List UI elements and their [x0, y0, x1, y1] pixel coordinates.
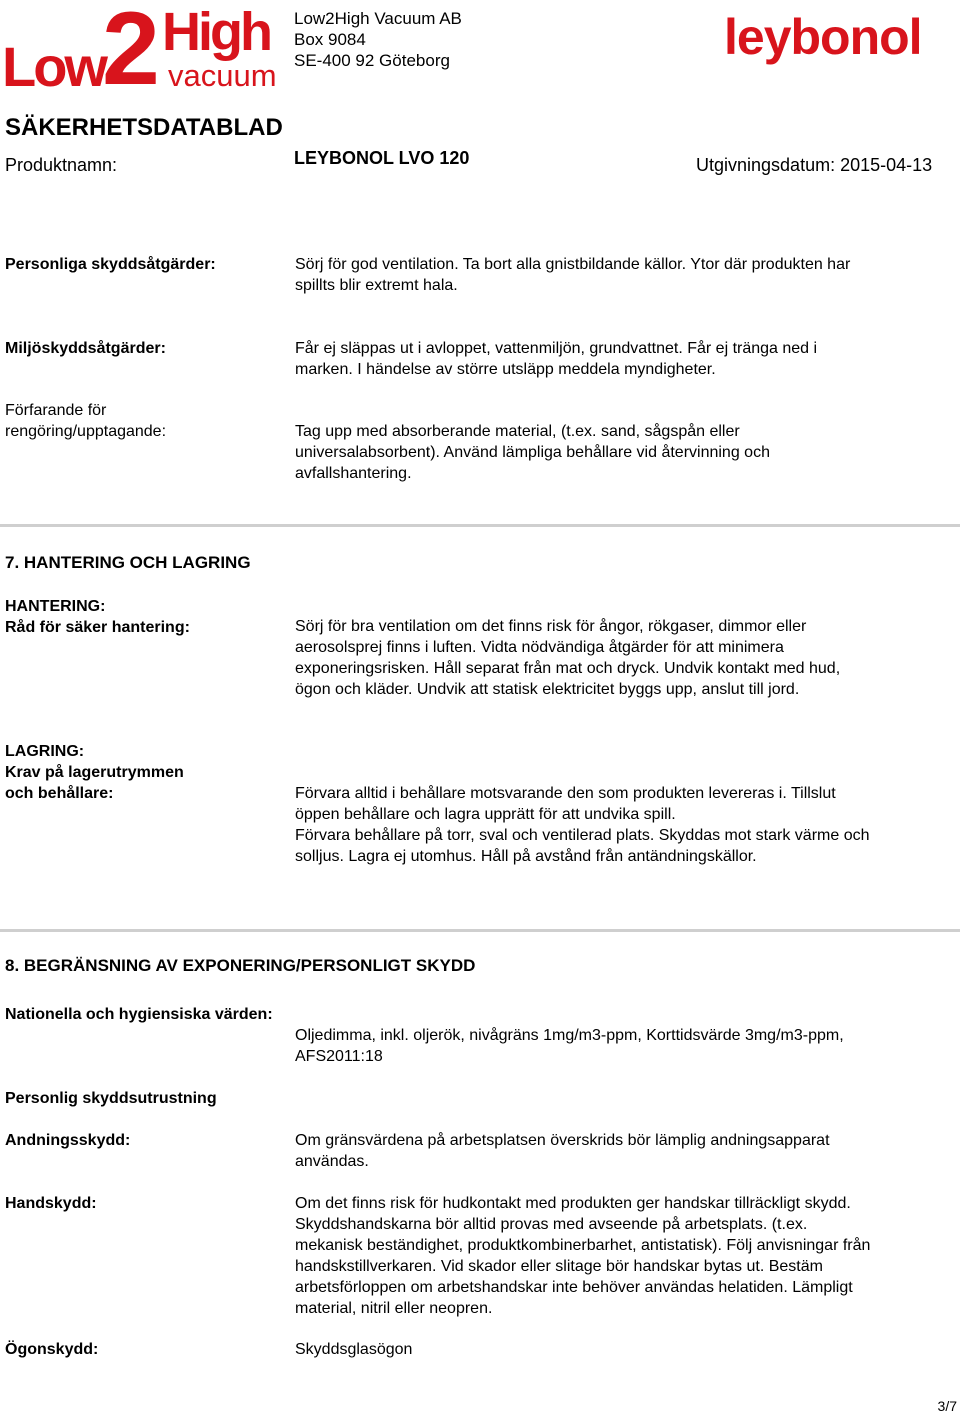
environmental-precautions-text: [295, 338, 955, 380]
storage-text: [295, 783, 955, 867]
text-line: Tag upp med absorberande material, (t.ex. sand, sågspån eller: [295, 423, 740, 440]
issue-date: Utgivningsdatum: 2015-04-13: [696, 155, 933, 175]
text-line: marken. I händelse av större utsläpp meddela myndigheter.: [295, 361, 716, 378]
logo-text-high: High: [162, 2, 270, 62]
text-line: Oljedimma, inkl. oljerök, nivågräns 1mg/m3-ppm, Korttidsvärde 3mg/m3-ppm,: [295, 1027, 844, 1044]
low2high-vacuum-logo: [2, 0, 282, 92]
text-line: Om gränsvärdena på arbetsplatsen överskrids bör lämplig andningsapparat: [295, 1132, 830, 1149]
label-line: och behållare:: [5, 785, 114, 802]
logo-text-low: Low: [2, 35, 105, 92]
text-line: öppen behållare och lagra upprätt för att undvika spill.: [295, 806, 676, 823]
section-7-heading: 7. HANTERING OCH LAGRING: [5, 553, 251, 572]
text-line: Om det finns risk för hudkontakt med produkten ger handskar tillräckligt skydd.: [295, 1195, 851, 1212]
text-line: Skyddshandskarna bör alltid provas med avseende på arbetsplats. (t.ex.: [295, 1216, 808, 1233]
text-line: användas.: [295, 1153, 369, 1170]
label-line: HANTERING:: [5, 598, 106, 615]
text-line: Sörj för bra ventilation om det finns risk för ångor, rökgaser, dimmor eller: [295, 618, 807, 635]
personal-precautions-label: Personliga skyddsåtgärder:: [5, 256, 216, 273]
product-name: LEYBONOL LVO 120: [294, 148, 470, 168]
hand-protection-text: [295, 1193, 955, 1319]
text-line: Sörj för god ventilation. Ta bort alla gnistbildande källor. Ytor där produkten har: [295, 256, 851, 273]
text-line: spillts blir extremt hala.: [295, 277, 458, 294]
storage-label: [5, 741, 184, 804]
label-line: Krav på lagerutrymmen: [5, 764, 184, 781]
respiratory-text: [295, 1130, 955, 1172]
section-divider: [0, 929, 960, 932]
text-line: AFS2011:18: [295, 1048, 383, 1065]
text-line: universalabsorbent). Använd lämpliga behållare vid återvinning och: [295, 444, 770, 461]
handling-text: [295, 616, 955, 700]
national-limits-text: [295, 1025, 955, 1067]
text-line: material, nitril eller neopren.: [295, 1300, 493, 1317]
text-line: solljus. Lagra ej utomhus. Håll på avstånd från antändningskällor.: [295, 848, 757, 865]
handling-label: [5, 596, 190, 638]
text-line: Förvara behållare på torr, sval och ventilerad plats. Skyddas mot stark värme och: [295, 827, 870, 844]
cleanup-text: [295, 421, 955, 484]
eye-protection-text: Skyddsglasögon: [295, 1341, 413, 1358]
leybonol-logo: [724, 6, 960, 66]
company-box: Box 9084: [294, 30, 366, 49]
text-line: handskstillverkaren. Vid skador eller slitage bör handskar bytas ut. Bestäm: [295, 1258, 823, 1275]
document-title: SÄKERHETSDATABLAD: [5, 114, 283, 141]
text-line: avfallshantering.: [295, 465, 412, 482]
product-name-label: Produktnamn:: [5, 155, 118, 175]
company-city: SE-400 92 Göteborg: [294, 51, 450, 70]
leybonol-logo-text: leybonol: [724, 9, 922, 65]
text-line: mekanisk beständighet, produktkombinerbarhet, antistatisk). Följ anvisningar från: [295, 1237, 871, 1254]
company-address: [294, 8, 462, 71]
label-line: rengöring/upptagande:: [5, 423, 167, 440]
company-name: Low2High Vacuum AB: [294, 9, 462, 28]
section-divider: [0, 524, 960, 527]
text-line: Förvara alltid i behållare motsvarande den som produkten levereras i. Tillslut: [295, 785, 836, 802]
label-line: Förfarande för: [5, 402, 107, 419]
national-limits-label: Nationella och hygiensiska värden:: [5, 1006, 273, 1023]
respiratory-label: Andningsskydd:: [5, 1132, 131, 1149]
logo-text-vacuum: vacuum: [168, 58, 277, 92]
personal-precautions-text: [295, 254, 955, 296]
ppe-heading: Personlig skyddsutrustning: [5, 1090, 217, 1107]
page-number: 3/7: [937, 1398, 957, 1414]
text-line: arbetsförloppen om arbetshandskar inte behöver användas helatiden. Lämpligt: [295, 1279, 853, 1296]
section-8-heading: 8. BEGRÄNSNING AV EXPONERING/PERSONLIGT SKYDD: [5, 956, 476, 975]
label-line: Råd för säker hantering:: [5, 619, 190, 636]
eye-protection-label: Ögonskydd:: [5, 1341, 99, 1358]
text-line: exponeringsrisken. Håll separat från mat och dryck. Undvik kontakt med hud,: [295, 660, 841, 677]
cleanup-label: [5, 400, 166, 442]
environmental-precautions-label: Miljöskyddsåtgärder:: [5, 340, 166, 357]
text-line: aerosolsprej finns i luften. Vidta nödvändiga åtgärder för att minimera: [295, 639, 784, 656]
text-line: Får ej släppas ut i avloppet, vattenmiljön, grundvattnet. Får ej tränga ned i: [295, 340, 818, 357]
hand-protection-label: Handskydd:: [5, 1195, 97, 1212]
label-line: LAGRING:: [5, 743, 85, 760]
text-line: ögon och kläder. Undvik att statisk elektricitet byggs upp, anslut till jord.: [295, 681, 800, 698]
logo-text-2: 2: [102, 0, 160, 92]
